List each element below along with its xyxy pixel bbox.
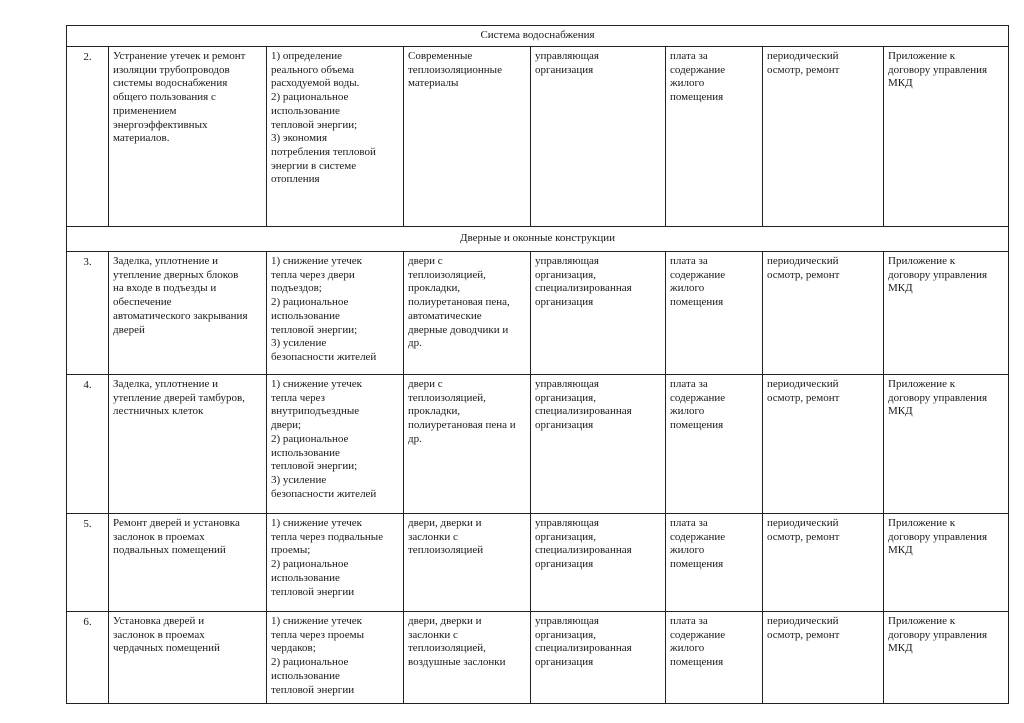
expected-effect-cell <box>267 47 404 227</box>
cell-text-line: энергии в системе <box>271 159 357 172</box>
cell-text-line: двери, дверки и <box>408 615 482 627</box>
cell-text-line: помещения <box>670 558 724 571</box>
cell-text-line: 1) снижение утечек <box>271 615 362 627</box>
cell-text-line: периодический <box>767 255 839 267</box>
cell-text-line: договору управления <box>888 391 988 404</box>
cell-text-line: договору управления <box>888 628 988 641</box>
cell-text-line: содержание <box>670 530 726 543</box>
cell-text-line: др. <box>408 337 422 350</box>
cell-text-line: специализированная <box>535 282 632 295</box>
cell-text-line: безопасности жителей <box>271 487 377 500</box>
cell-text-line: 2) рациональное <box>271 432 349 445</box>
measure-description-cell <box>109 514 267 612</box>
cell-text-line: Заделка, уплотнение и <box>113 255 219 267</box>
cell-text-line: организация <box>535 63 594 76</box>
cell-text-line: жилого <box>670 544 705 557</box>
measure-description-cell <box>109 612 267 704</box>
cell-text-line: периодический <box>767 615 839 627</box>
cell-text-line: тепловой энергии; <box>271 460 358 473</box>
cell-text-line: 2) рациональное <box>271 91 349 104</box>
cell-text-line: изоляции трубопроводов <box>113 63 230 76</box>
materials-cell <box>404 514 531 612</box>
table-row <box>67 252 1009 375</box>
cell-text-line: помещения <box>670 91 724 104</box>
cell-text-line: теплоизоляцией, <box>408 642 486 655</box>
document-reference-cell <box>884 612 1009 704</box>
cell-text-line: тепла через двери <box>271 268 355 281</box>
cell-text-line: помещения <box>670 296 724 309</box>
row-number: 6. <box>67 612 109 704</box>
row-number: 2. <box>67 47 109 227</box>
row-number: 3. <box>67 252 109 375</box>
cell-text-line: МКД <box>888 405 913 418</box>
cell-text-line: др. <box>408 432 422 445</box>
cell-text-line: системы водоснабжения <box>113 77 228 90</box>
cell-text-line: управляющая <box>535 517 599 529</box>
cell-text-line: двери, дверки и <box>408 517 482 529</box>
cell-text-line: управляющая <box>535 615 599 627</box>
cell-text-line: прокладки, <box>408 405 461 418</box>
document-reference-cell <box>884 375 1009 514</box>
cell-text-line: материалов. <box>113 132 170 145</box>
section-title: Система водоснабжения <box>67 26 1009 47</box>
row-number: 5. <box>67 514 109 612</box>
cell-text-line: заслонки с <box>408 628 458 641</box>
cell-text-line: МКД <box>888 77 913 90</box>
cell-text-line: управляющая <box>535 378 599 390</box>
cell-text-line: Установка дверей и <box>113 615 205 627</box>
cell-text-line: плата за <box>670 615 708 627</box>
cell-text-line: специализированная <box>535 544 632 557</box>
funding-source-cell <box>666 514 763 612</box>
cell-text-line: проемы; <box>271 544 311 557</box>
cell-text-line: Современные <box>408 50 473 62</box>
cell-text-line: жилого <box>670 77 705 90</box>
cell-text-line: организация <box>535 656 594 669</box>
expected-effect-cell <box>267 612 404 704</box>
cell-text-line: теплоизоляцией, <box>408 391 486 404</box>
cell-text-line: организация <box>535 296 594 309</box>
cell-text-line: плата за <box>670 255 708 267</box>
cell-text-line: управляющая <box>535 50 599 62</box>
cell-text-line: организация <box>535 558 594 571</box>
cell-text-line: плата за <box>670 517 708 529</box>
frequency-cell <box>763 375 884 514</box>
cell-text-line: энергоэффективных <box>113 118 208 131</box>
cell-text-line: использование <box>271 309 340 322</box>
cell-text-line: Ремонт дверей и установка <box>113 517 240 529</box>
cell-text-line: Приложение к <box>888 378 956 390</box>
cell-text-line: прокладки, <box>408 282 461 295</box>
frequency-cell <box>763 252 884 375</box>
measure-description-cell <box>109 47 267 227</box>
expected-effect-cell <box>267 514 404 612</box>
cell-text-line: на входе в подъезды и <box>113 282 217 295</box>
cell-text-line: использование <box>271 446 340 459</box>
expected-effect-cell <box>267 252 404 375</box>
cell-text-line: тепла через подвальные <box>271 530 384 543</box>
cell-text-line: помещения <box>670 419 724 432</box>
funding-source-cell <box>666 612 763 704</box>
cell-text-line: осмотр, ремонт <box>767 391 840 404</box>
cell-text-line: тепла через <box>271 391 325 404</box>
cell-text-line: автоматического закрывания <box>113 309 248 322</box>
materials-cell <box>404 252 531 375</box>
section-title: Дверные и оконные конструкции <box>67 227 1009 252</box>
cell-text-line: договору управления <box>888 63 988 76</box>
materials-cell <box>404 47 531 227</box>
executor-cell <box>531 252 666 375</box>
cell-text-line: общего пользования с <box>113 91 216 104</box>
cell-text-line: специализированная <box>535 405 632 418</box>
cell-text-line: организация, <box>535 391 596 404</box>
table-row <box>67 47 1009 227</box>
cell-text-line: помещения <box>670 656 724 669</box>
cell-text-line: внутриподъездные <box>271 405 360 418</box>
cell-text-line: 1) снижение утечек <box>271 517 362 529</box>
cell-text-line: содержание <box>670 628 726 641</box>
materials-cell <box>404 375 531 514</box>
section-header-water <box>67 26 1009 47</box>
cell-text-line: осмотр, ремонт <box>767 530 840 543</box>
cell-text-line: обеспечение <box>113 296 172 309</box>
cell-text-line: осмотр, ремонт <box>767 63 840 76</box>
measure-description-cell <box>109 252 267 375</box>
cell-text-line: двери; <box>271 419 302 432</box>
cell-text-line: тепловой энергии; <box>271 118 358 131</box>
funding-source-cell <box>666 252 763 375</box>
cell-text-line: дверные доводчики и <box>408 323 509 336</box>
cell-text-line: 3) усиление <box>271 337 327 350</box>
cell-text-line: Приложение к <box>888 50 956 62</box>
cell-text-line: расходуемой воды. <box>271 77 360 90</box>
executor-cell <box>531 612 666 704</box>
cell-text-line: заслонок в проемах <box>113 628 205 641</box>
cell-text-line: содержание <box>670 63 726 76</box>
cell-text-line: чердаков; <box>271 642 316 655</box>
cell-text-line: двери с <box>408 378 443 390</box>
frequency-cell <box>763 47 884 227</box>
cell-text-line: 2) рациональное <box>271 296 349 309</box>
cell-text-line: 2) рациональное <box>271 656 349 669</box>
cell-text-line: договору управления <box>888 268 988 281</box>
cell-text-line: 1) определение <box>271 50 343 62</box>
cell-text-line: полиуретановая пена и <box>408 419 516 432</box>
cell-text-line: специализированная <box>535 642 632 655</box>
cell-text-line: лестничных клеток <box>113 405 204 418</box>
cell-text-line: утепление дверей тамбуров, <box>113 391 245 404</box>
cell-text-line: 2) рациональное <box>271 558 349 571</box>
cell-text-line: плата за <box>670 378 708 390</box>
cell-text-line: дверей <box>113 323 145 336</box>
cell-text-line: утепление дверных блоков <box>113 268 239 281</box>
cell-text-line: тепловой энергии <box>271 683 355 696</box>
cell-text-line: организация, <box>535 628 596 641</box>
document-reference-cell <box>884 514 1009 612</box>
cell-text-line: организация, <box>535 530 596 543</box>
measures-table <box>66 25 1009 704</box>
cell-text-line: периодический <box>767 50 839 62</box>
cell-text-line: автоматические <box>408 309 482 322</box>
cell-text-line: жилого <box>670 405 705 418</box>
cell-text-line: МКД <box>888 544 913 557</box>
executor-cell <box>531 514 666 612</box>
cell-text-line: использование <box>271 104 340 117</box>
cell-text-line: реального объема <box>271 63 355 76</box>
document-reference-cell <box>884 252 1009 375</box>
cell-text-line: периодический <box>767 517 839 529</box>
expected-effect-cell <box>267 375 404 514</box>
cell-text-line: применением <box>113 104 177 117</box>
cell-text-line: тепловой энергии <box>271 585 355 598</box>
cell-text-line: воздушные заслонки <box>408 656 506 669</box>
cell-text-line: Приложение к <box>888 517 956 529</box>
cell-text-line: жилого <box>670 642 705 655</box>
cell-text-line: 3) усиление <box>271 473 327 486</box>
cell-text-line: Приложение к <box>888 255 956 267</box>
document-reference-cell <box>884 47 1009 227</box>
cell-text-line: организация, <box>535 268 596 281</box>
materials-cell <box>404 612 531 704</box>
cell-text-line: безопасности жителей <box>271 350 377 363</box>
cell-text-line: материалы <box>408 77 459 90</box>
table-row <box>67 612 1009 704</box>
cell-text-line: МКД <box>888 642 913 655</box>
cell-text-line: тепловой энергии; <box>271 323 358 336</box>
frequency-cell <box>763 612 884 704</box>
cell-text-line: осмотр, ремонт <box>767 268 840 281</box>
cell-text-line: теплоизоляцией <box>408 544 484 557</box>
cell-text-line: осмотр, ремонт <box>767 628 840 641</box>
cell-text-line: подъездов; <box>271 282 322 295</box>
cell-text-line: содержание <box>670 391 726 404</box>
executor-cell <box>531 375 666 514</box>
cell-text-line: тепла через проемы <box>271 628 364 641</box>
cell-text-line: жилого <box>670 282 705 295</box>
cell-text-line: подвальных помещений <box>113 544 226 557</box>
cell-text-line: 1) снижение утечек <box>271 378 362 390</box>
cell-text-line: отопления <box>271 173 320 186</box>
funding-source-cell <box>666 47 763 227</box>
cell-text-line: использование <box>271 571 340 584</box>
cell-text-line: использование <box>271 669 340 682</box>
cell-text-line: плата за <box>670 50 708 62</box>
cell-text-line: двери с <box>408 255 443 267</box>
cell-text-line: полиуретановая пена, <box>408 296 510 309</box>
executor-cell <box>531 47 666 227</box>
cell-text-line: 1) снижение утечек <box>271 255 362 267</box>
table-row <box>67 375 1009 514</box>
cell-text-line: содержание <box>670 268 726 281</box>
cell-text-line: заслонок в проемах <box>113 530 205 543</box>
cell-text-line: Заделка, уплотнение и <box>113 378 219 390</box>
cell-text-line: теплоизоляционные <box>408 63 502 76</box>
cell-text-line: чердачных помещений <box>113 642 220 655</box>
cell-text-line: теплоизоляцией, <box>408 268 486 281</box>
funding-source-cell <box>666 375 763 514</box>
measure-description-cell <box>109 375 267 514</box>
cell-text-line: управляющая <box>535 255 599 267</box>
cell-text-line: 3) экономия <box>271 132 328 145</box>
frequency-cell <box>763 514 884 612</box>
cell-text-line: периодический <box>767 378 839 390</box>
cell-text-line: потребления тепловой <box>271 145 376 158</box>
table-row <box>67 514 1009 612</box>
cell-text-line: Приложение к <box>888 615 956 627</box>
cell-text-line: договору управления <box>888 530 988 543</box>
cell-text-line: заслонки с <box>408 530 458 543</box>
cell-text-line: МКД <box>888 282 913 295</box>
cell-text-line: организация <box>535 419 594 432</box>
row-number: 4. <box>67 375 109 514</box>
cell-text-line: Устранение утечек и ремонт <box>113 50 246 62</box>
section-header-doors-windows <box>67 227 1009 252</box>
